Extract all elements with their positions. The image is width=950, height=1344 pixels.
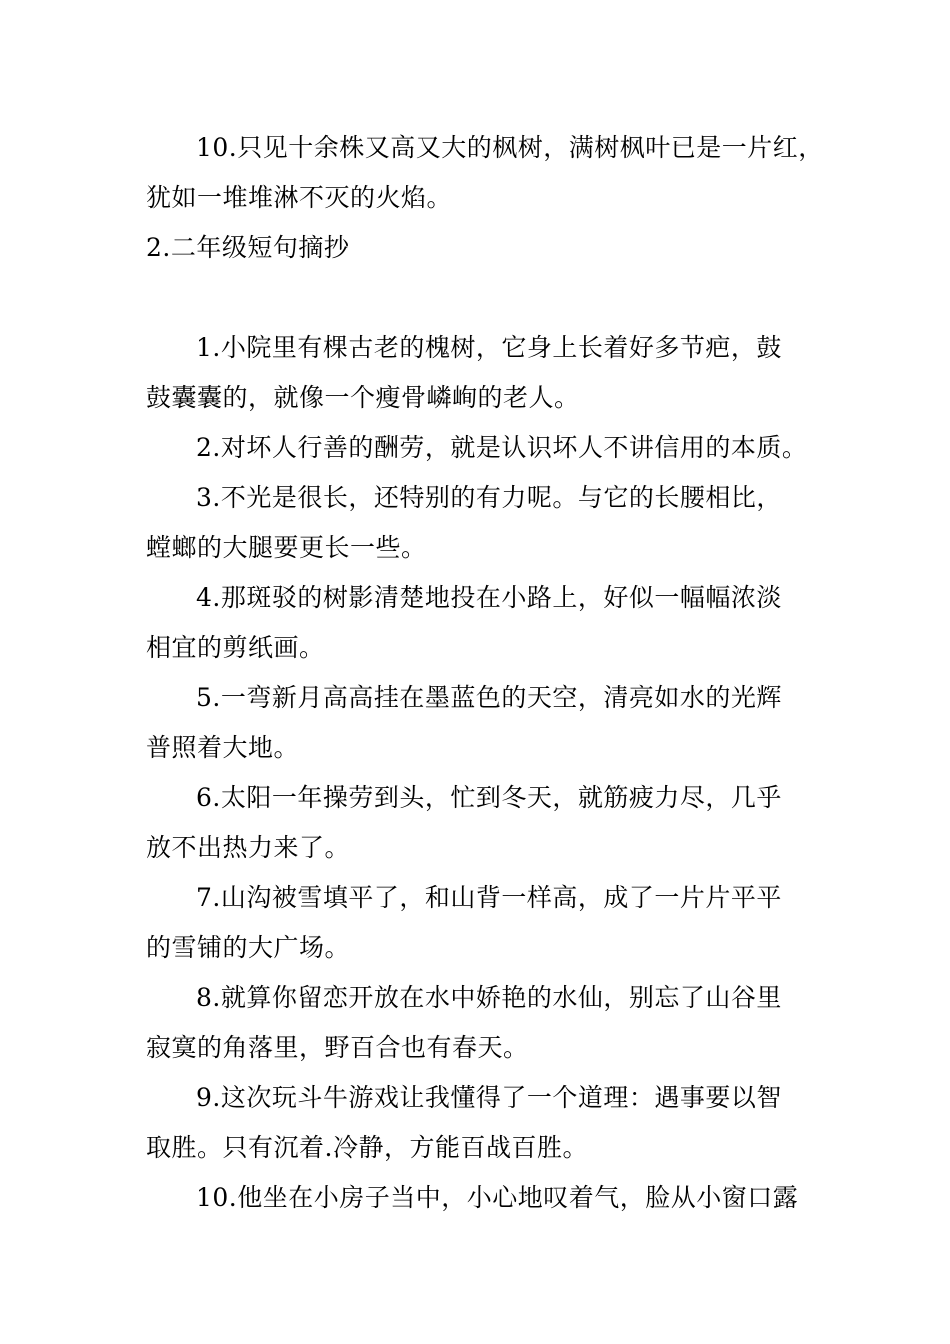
- list-item: 4.那斑驳的树影清楚地投在小路上，好似一幅幅浓淡: [196, 583, 782, 612]
- list-item-continuation: 相宜的剪纸画。: [146, 633, 325, 662]
- list-item: 10.他坐在小房子当中，小心地叹着气，脸从小窗口露: [196, 1183, 799, 1212]
- list-item: 2.对坏人行善的酬劳，就是认识坏人不讲信用的本质。: [196, 433, 808, 462]
- paragraph-line: 犹如一堆堆淋不灭的火焰。: [146, 183, 453, 212]
- list-item-continuation: 鼓囊囊的，就像一个瘦骨嶙峋的老人。: [146, 383, 580, 412]
- list-item: 7.山沟被雪填平了，和山背一样高，成了一片片平平: [196, 883, 782, 912]
- list-item: 6.太阳一年操劳到头，忙到冬天，就筋疲力尽，几乎: [196, 783, 782, 812]
- list-item-continuation: 普照着大地。: [146, 733, 300, 762]
- section-heading: 2.二年级短句摘抄: [146, 233, 350, 262]
- list-item: 8.就算你留恋开放在水中娇艳的水仙，别忘了山谷里: [196, 983, 782, 1012]
- list-item-continuation: 的雪铺的大广场。: [146, 933, 351, 962]
- list-item: 1.小院里有棵古老的槐树，它身上长着好多节疤，鼓: [196, 333, 782, 362]
- list-item-continuation: 寂寞的角落里，野百合也有春天。: [146, 1033, 529, 1062]
- list-item-continuation: 螳螂的大腿要更长一些。: [146, 533, 427, 562]
- paragraph-line: 10.只见十余株又高又大的枫树，满树枫叶已是一片红，: [196, 133, 824, 162]
- list-item: 5.一弯新月高高挂在墨蓝色的天空，清亮如水的光辉: [196, 683, 782, 712]
- list-item-continuation: 放不出热力来了。: [146, 833, 351, 862]
- list-item-continuation: 取胜。只有沉着.冷静，方能百战百胜。: [146, 1133, 588, 1162]
- list-item: 9.这次玩斗牛游戏让我懂得了一个道理：遇事要以智: [196, 1083, 782, 1112]
- list-item: 3.不光是很长，还特别的有力呢。与它的长腰相比，: [196, 483, 782, 512]
